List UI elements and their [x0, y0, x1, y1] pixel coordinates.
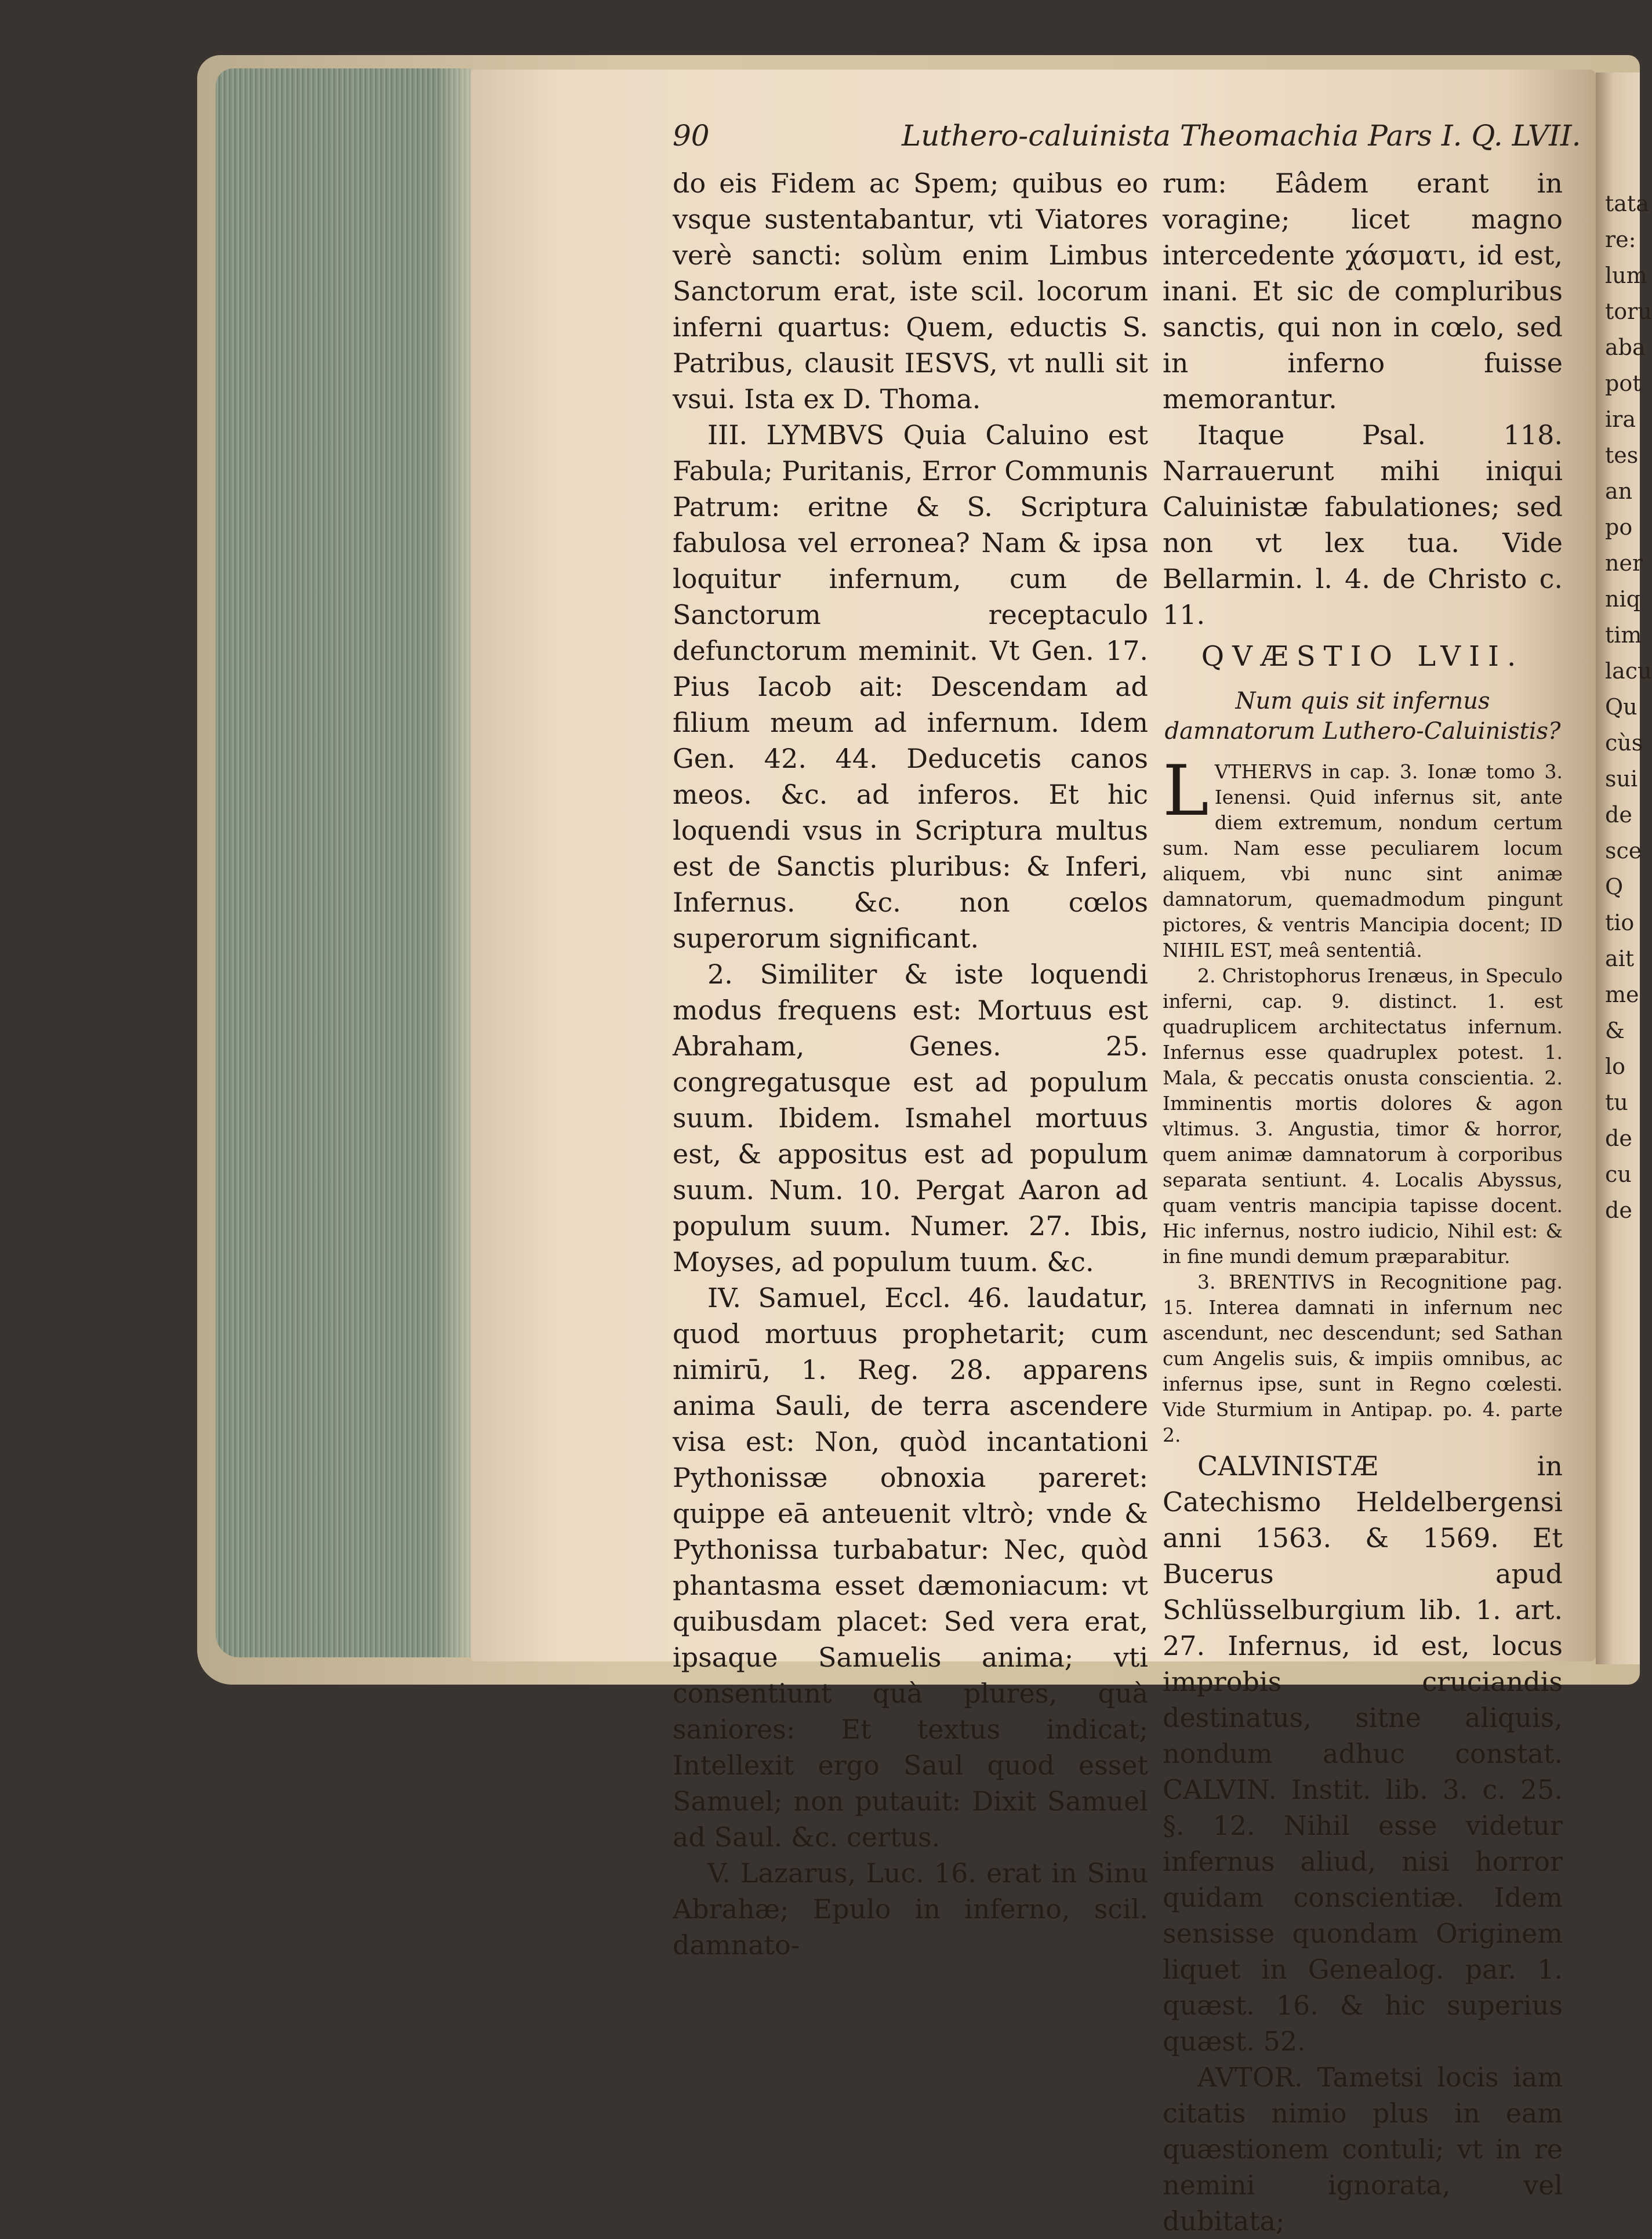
- fragment-line: tim: [1605, 622, 1642, 648]
- paragraph: 2. Christophorus Irenæus, in Speculo inferni, cap. 9. distinct. 1. est quadruplicem architectatus infernum. Infernus esse quadruplex potest. 1. Mala, & peccatis onusta conscientia. 2. Imminentis mortis dolores & agon vltimus. 3. Angustia, timor & horror, quem animæ damnatorum à corporibus separata sentiunt. 4. Localis Abyssus, quam ventris mancipia tapisse docent. Hic infernus, nostro iudicio, Nihil est: & in fine mundi demum præparabitur.: [1163, 964, 1563, 1268]
- running-title: Luthero-caluinista Theomachia Pars I. Q. LVII.: [902, 119, 1581, 153]
- fragment-line: sce: [1605, 838, 1642, 863]
- fragment-line: de: [1605, 1197, 1632, 1223]
- fragment-line: re:: [1605, 227, 1636, 252]
- paragraph: AVTOR. Tametsi locis iam citatis nimio plus in eam quæstionem contuli; vt in re nemini ignorata, vel dubitata;: [1163, 2062, 1563, 2237]
- fragment-line: me: [1605, 982, 1639, 1007]
- fragment-line: aba: [1605, 335, 1646, 360]
- fragment-line: po: [1605, 514, 1633, 540]
- page-number: 90: [673, 119, 710, 153]
- paragraph: V. Lazarus, Luc. 16. erat in Sinu Abrahæ; Epulo in inferno, scil. damnato-: [673, 1857, 1148, 1961]
- paragraph: III. LYMBVS Quia Caluino est Fabula; Puritanis, Error Communis Patrum: eritne & S. Scriptura fabulosa vel erronea? Nam & ipsa loquitur infernum, cum de Sanctorum receptaculo defunctorum meminit. Vt Gen. 17. Pius Iacob ait: Descendam ad filium meum ad infernum. Idem Gen. 42. 44. Deducetis canos meos. &c. ad inferos. Et hic loquendi vsus in Scriptura multus est de Sanctis pluribus: & Inferi, Infernus. &c. non cœlos superorum significant.: [673, 419, 1148, 954]
- paragraph: rum: Eâdem erant in voragine; licet magno intercedente χάσματι, id est, inani. Et sic de compluribus sanctis, qui non in cœlo, sed in inferno fuisse memorantur.: [1163, 168, 1563, 415]
- page-edges: [216, 68, 471, 1657]
- fragment-line: tes: [1605, 442, 1639, 468]
- drop-cap: L: [1163, 751, 1209, 832]
- fragment-line: ira: [1605, 407, 1636, 432]
- fragment-line: de: [1605, 1126, 1632, 1151]
- fragment-line: ner: [1605, 550, 1643, 576]
- fragment-line: niq: [1605, 586, 1640, 612]
- paragraph: 2. Similiter & iste loquendi modus frequens est: Mortuus est Abraham, Genes. 25. congregatusque est ad populum suum. Ibidem. Ismahel mortuus est, & appositus est ad populum suum. Num. 10. Pergat Aaron ad populum suum. Numer. 27. Ibis, Moyses, ad populum tuum. &c.: [673, 959, 1148, 1278]
- fragment-line: ait: [1605, 946, 1635, 971]
- paragraph: CALVINISTÆ in Catechismo Heldelbergensi anni 1563. & 1569. Et Bucerus apud Schlüsselburgium lib. 1. art. 27. Infernus, id est, locus improbis cruciandis destinatus, sitne aliquis, nondum adhuc constat. CALVIN. Instit. lib. 3. c. 25. §. 12. Nihil esse videtur infernus aliud, nisi horror quidam conscientiæ. Idem sensisse quondam Originem liquet in Genealog. par. 1. quæst. 16. & hic superius quæst. 52.: [1163, 1450, 1563, 2057]
- paragraph: VTHERVS in cap. 3. Ionæ tomo 3. Ienensi. Quid infernus sit, ante diem extremum, nondum certum sum. Nam esse peculiarem locum aliquem, vbi nunc sint animæ damnatorum, quemadmodum pingunt pictores, & ventris Mancipia docent; ID NIHIL EST, meâ sententiâ.: [1163, 760, 1563, 961]
- question-heading: QVÆSTIO LVII.: [1201, 640, 1524, 673]
- paragraph: do eis Fidem ac Spem; quibus eo vsque sustentabantur, vti Viatores verè sancti: solùm enim Limbus Sanctorum erat, iste scil. locorum inferni quartus: Quem, eductis S. Patribus, clausit IESVS, vt nulli sit vsui. Ista ex D. Thoma.: [673, 168, 1148, 415]
- question-title: Num quis sit infernus damnatorum Luthero-Caluinistis?: [1164, 688, 1561, 745]
- fragment-line: tio: [1605, 910, 1635, 935]
- fragment-line: Q: [1605, 874, 1624, 899]
- fragment-line: lo: [1605, 1054, 1626, 1079]
- fragment-line: cu: [1605, 1162, 1632, 1187]
- fragment-line: tu: [1605, 1090, 1628, 1115]
- fragment-line: an: [1605, 478, 1633, 504]
- next-page-fragment: [1605, 186, 1652, 1228]
- fragment-line: cùs: [1605, 730, 1643, 756]
- fragment-line: tata: [1605, 191, 1649, 216]
- fragment-line: &: [1605, 1018, 1625, 1043]
- fragment-line: sui: [1605, 766, 1638, 792]
- paragraph: IV. Samuel, Eccl. 46. laudatur, quod mortuus prophetarit; cum nimirū, 1. Reg. 28. apparens anima Sauli, de terra ascendere visa est: Non, quòd incantationi Pythonissæ obnoxia pareret: quippe eā anteuenit vltrò; vnde & Pythonissa turbabatur: Nec, quòd phantasma esset dæmoniacum: vt quibusdam placet: Sed vera erat, ipsaque Samuelis anima; vti consentiunt quà plures, quà saniores: Et textus indicat; Intellexit ergo Saul quod esset Samuel; non putauit: Dixit Samuel ad Saul. &c. certus.: [673, 1282, 1148, 1853]
- left-column: [673, 165, 1148, 1963]
- right-column: [1163, 165, 1563, 2239]
- fragment-line: Qu: [1605, 694, 1638, 720]
- fragment-line: toru: [1605, 299, 1652, 324]
- paragraph: 3. BRENTIVS in Recognitione pag. 15. Interea damnati in infernum nec ascendunt, nec descendunt; sed Sathan cum Angelis suis, & impiis omnibus, ac infernus ipse, sunt in Regno cœlesti. Vide Sturmium in Antipap. po. 4. parte 2.: [1163, 1271, 1563, 1446]
- fragment-line: lum: [1605, 263, 1647, 288]
- fragment-line: de: [1605, 802, 1632, 828]
- fragment-line: lacu: [1605, 658, 1652, 684]
- paragraph: Itaque Psal. 118. Narrauerunt mihi iniqui Caluinistæ fabulationes; sed non vt lex tua. Vide Bellarmin. l. 4. de Christo c. 11.: [1163, 419, 1563, 630]
- fragment-line: pot: [1605, 371, 1642, 396]
